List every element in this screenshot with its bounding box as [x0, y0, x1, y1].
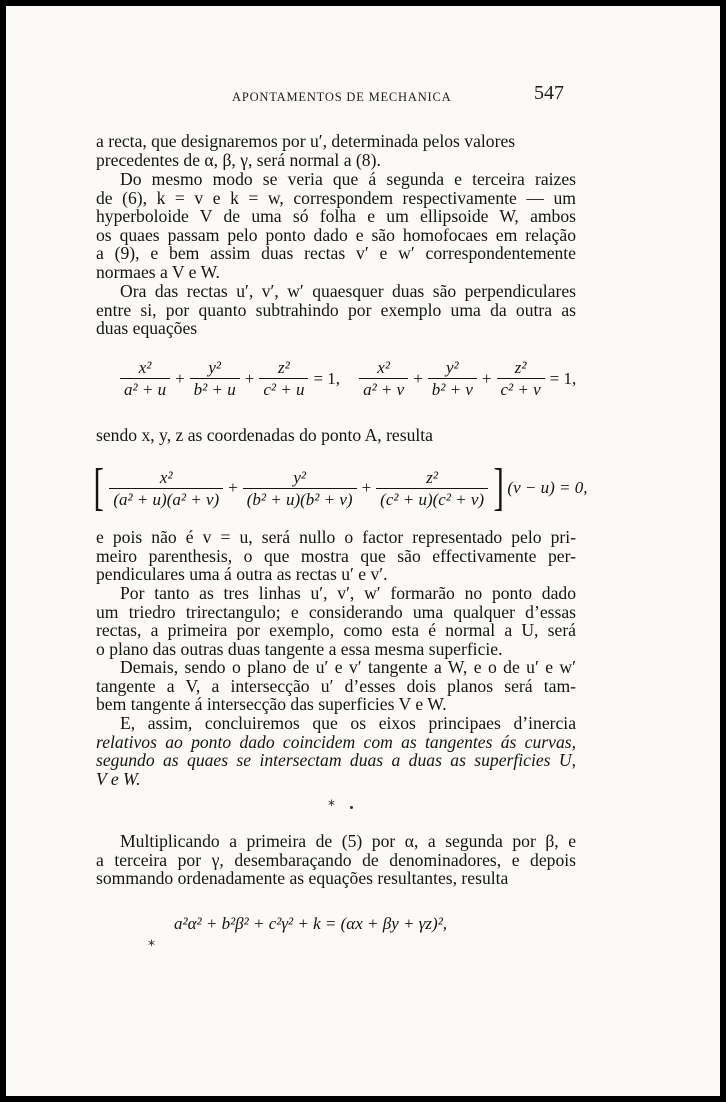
text-line: Multiplicando a primeira de (5) por α, a segunda por β, e: [120, 831, 576, 851]
text-line: entre si, por quanto subtrahindo por exemplo uma da outra as: [96, 299, 576, 320]
text-line: rectas, a primeira por exemplo, como esta é normal a U, será: [96, 620, 576, 641]
text-line: a recta, que designaremos por u′, determinada pelos valores: [96, 131, 516, 151]
paragraph-8: [96, 714, 576, 788]
section-separator: *: [328, 798, 335, 814]
fraction: $\frac{\text{x²}}{\text{a² + u}}$: [120, 358, 170, 399]
text-line: Por tanto as tres linhas u′, v′, w′ formarão no ponto dado: [120, 583, 576, 603]
text-line: bem tangente á intersecção das superficies V e W.: [96, 694, 447, 715]
running-title: APONTAMENTOS DE MECHANICA: [232, 90, 452, 104]
fraction: $\frac{\text{z²}}{\text{c² + u}}$: [259, 358, 308, 399]
paragraph-4: [96, 426, 576, 445]
equation-3: a²α² + b²β² + c²γ² + k = (αx + βy + γz)²,: [174, 914, 448, 933]
paragraph-5: [96, 528, 576, 584]
text-line: E, assim, concluiremos que os eixos principaes d’inercia: [120, 713, 576, 733]
paragraph-3: [96, 282, 576, 338]
fraction: $\frac{\text{z²}}{\text{c² + v}}$: [497, 358, 545, 399]
fraction: $\frac{\text{y²}}{\text{b² + u}}$: [190, 358, 240, 399]
ink-speck: [350, 806, 353, 809]
paragraph-1: [96, 132, 576, 169]
text-line: pendiculares uma á outra as rectas u′ e v′.: [96, 564, 388, 585]
equation-1: $\frac{\text{x²}}{\text{a² + u}}$ + $\frac{\text{y²}}{\text{b² + u}}$ + $\frac{\text{z²}}{\text{c² + u}}$ = 1, $\frac{\text{x²}}{\text{a² + v}}$ + $\frac{\text{y²}}{\text{b² + v}}$ + $\frac{\text{z²}}{\text{c² + v}}$ = 1,: [118, 358, 579, 399]
text-line: Ora das rectas u′, v′, w′ quaesquer duas são perpendiculares: [120, 281, 576, 301]
text-line: meiro parenthesis, o que mostra que são effectivamente per-: [96, 545, 576, 566]
text-line: duas equações: [96, 318, 198, 339]
equation-rhs: = 1,: [549, 368, 577, 388]
page-number: 547: [534, 82, 564, 104]
text-line: sommando ordenadamente as equações resultantes, resulta: [96, 868, 509, 889]
text-line: sendo x, y, z as coordenadas do ponto A, resulta: [96, 425, 433, 445]
margin-mark: *: [148, 938, 155, 954]
text-line: Demais, sendo o plano de u′ e v′ tangente a W, e o de u′ e w′: [120, 657, 576, 677]
text-line: tangente a V, a intersecção u′ d’esses dois planos será tam-: [96, 675, 576, 696]
text-line: de (6), k = v e k = w, correspondem respectivamente — um: [96, 187, 576, 208]
fraction: $\frac{\text{x²}}{\text{(a² + u)(a² + v)}}$: [109, 468, 223, 509]
fraction: $\frac{\text{z²}}{\text{(c² + u)(c² + v)}}$: [376, 468, 488, 509]
fraction: $\frac{\text{y²}}{\text{(b² + u)(b² + v)}}$: [243, 468, 357, 509]
text-line: normaes a V e W.: [96, 261, 220, 282]
text-line: o plano das outras duas tangente a essa mesma superficie.: [96, 638, 503, 659]
text-line: V e W.: [96, 768, 141, 789]
equation-2: [ $\frac{\text{x²}}{\text{(a² + u)(a² + v)}}$ + $\frac{\text{y²}}{\text{(b² + u)(b² + v)}}$ + $\frac{\text{z²}}{\text{(c² + u)(c² + v)}}$ ] (v − u) = 0,: [93, 459, 588, 516]
text-line: Do mesmo modo se veria que á segunda e terceira raizes: [120, 169, 576, 189]
text-line: a terceira por γ, desembaraçando de denominadores, e depois: [96, 849, 576, 870]
fraction: $\frac{\text{x²}}{\text{a² + v}}$: [359, 358, 408, 399]
text-line: relativos ao ponto dado coincidem com as tangentes ás curvas,: [96, 731, 576, 752]
page: [6, 6, 720, 1096]
paragraph-7: [96, 658, 576, 714]
text-line: e pois não é v = u, será nullo o factor representado pelo pri-: [96, 527, 576, 547]
equation-rhs: = 1,: [313, 368, 341, 388]
paragraph-9: [96, 832, 576, 888]
fraction: $\frac{\text{y²}}{\text{b² + v}}$: [428, 358, 477, 399]
text-line: segundo as quaes se intersectam duas a duas as superficies U,: [96, 750, 576, 771]
paragraph-6: [96, 584, 576, 658]
text-line: um triedro trirectangulo; e considerando uma qualquer d’essas: [96, 601, 576, 622]
text-line: hyperboloide V de uma só folha e um ellipsoide W, ambos: [96, 206, 576, 227]
text-line: precedentes de α, β, γ, será normal a (8).: [96, 149, 381, 170]
paragraph-2: [96, 170, 576, 282]
text-line: a (9), e bem assim duas rectas v′ e w′ correspondentemente: [96, 243, 576, 264]
text-line: os quaes passam pelo ponto dado e são homofocaes em relação: [96, 224, 576, 245]
equation-factor: (v − u) = 0,: [507, 478, 588, 497]
